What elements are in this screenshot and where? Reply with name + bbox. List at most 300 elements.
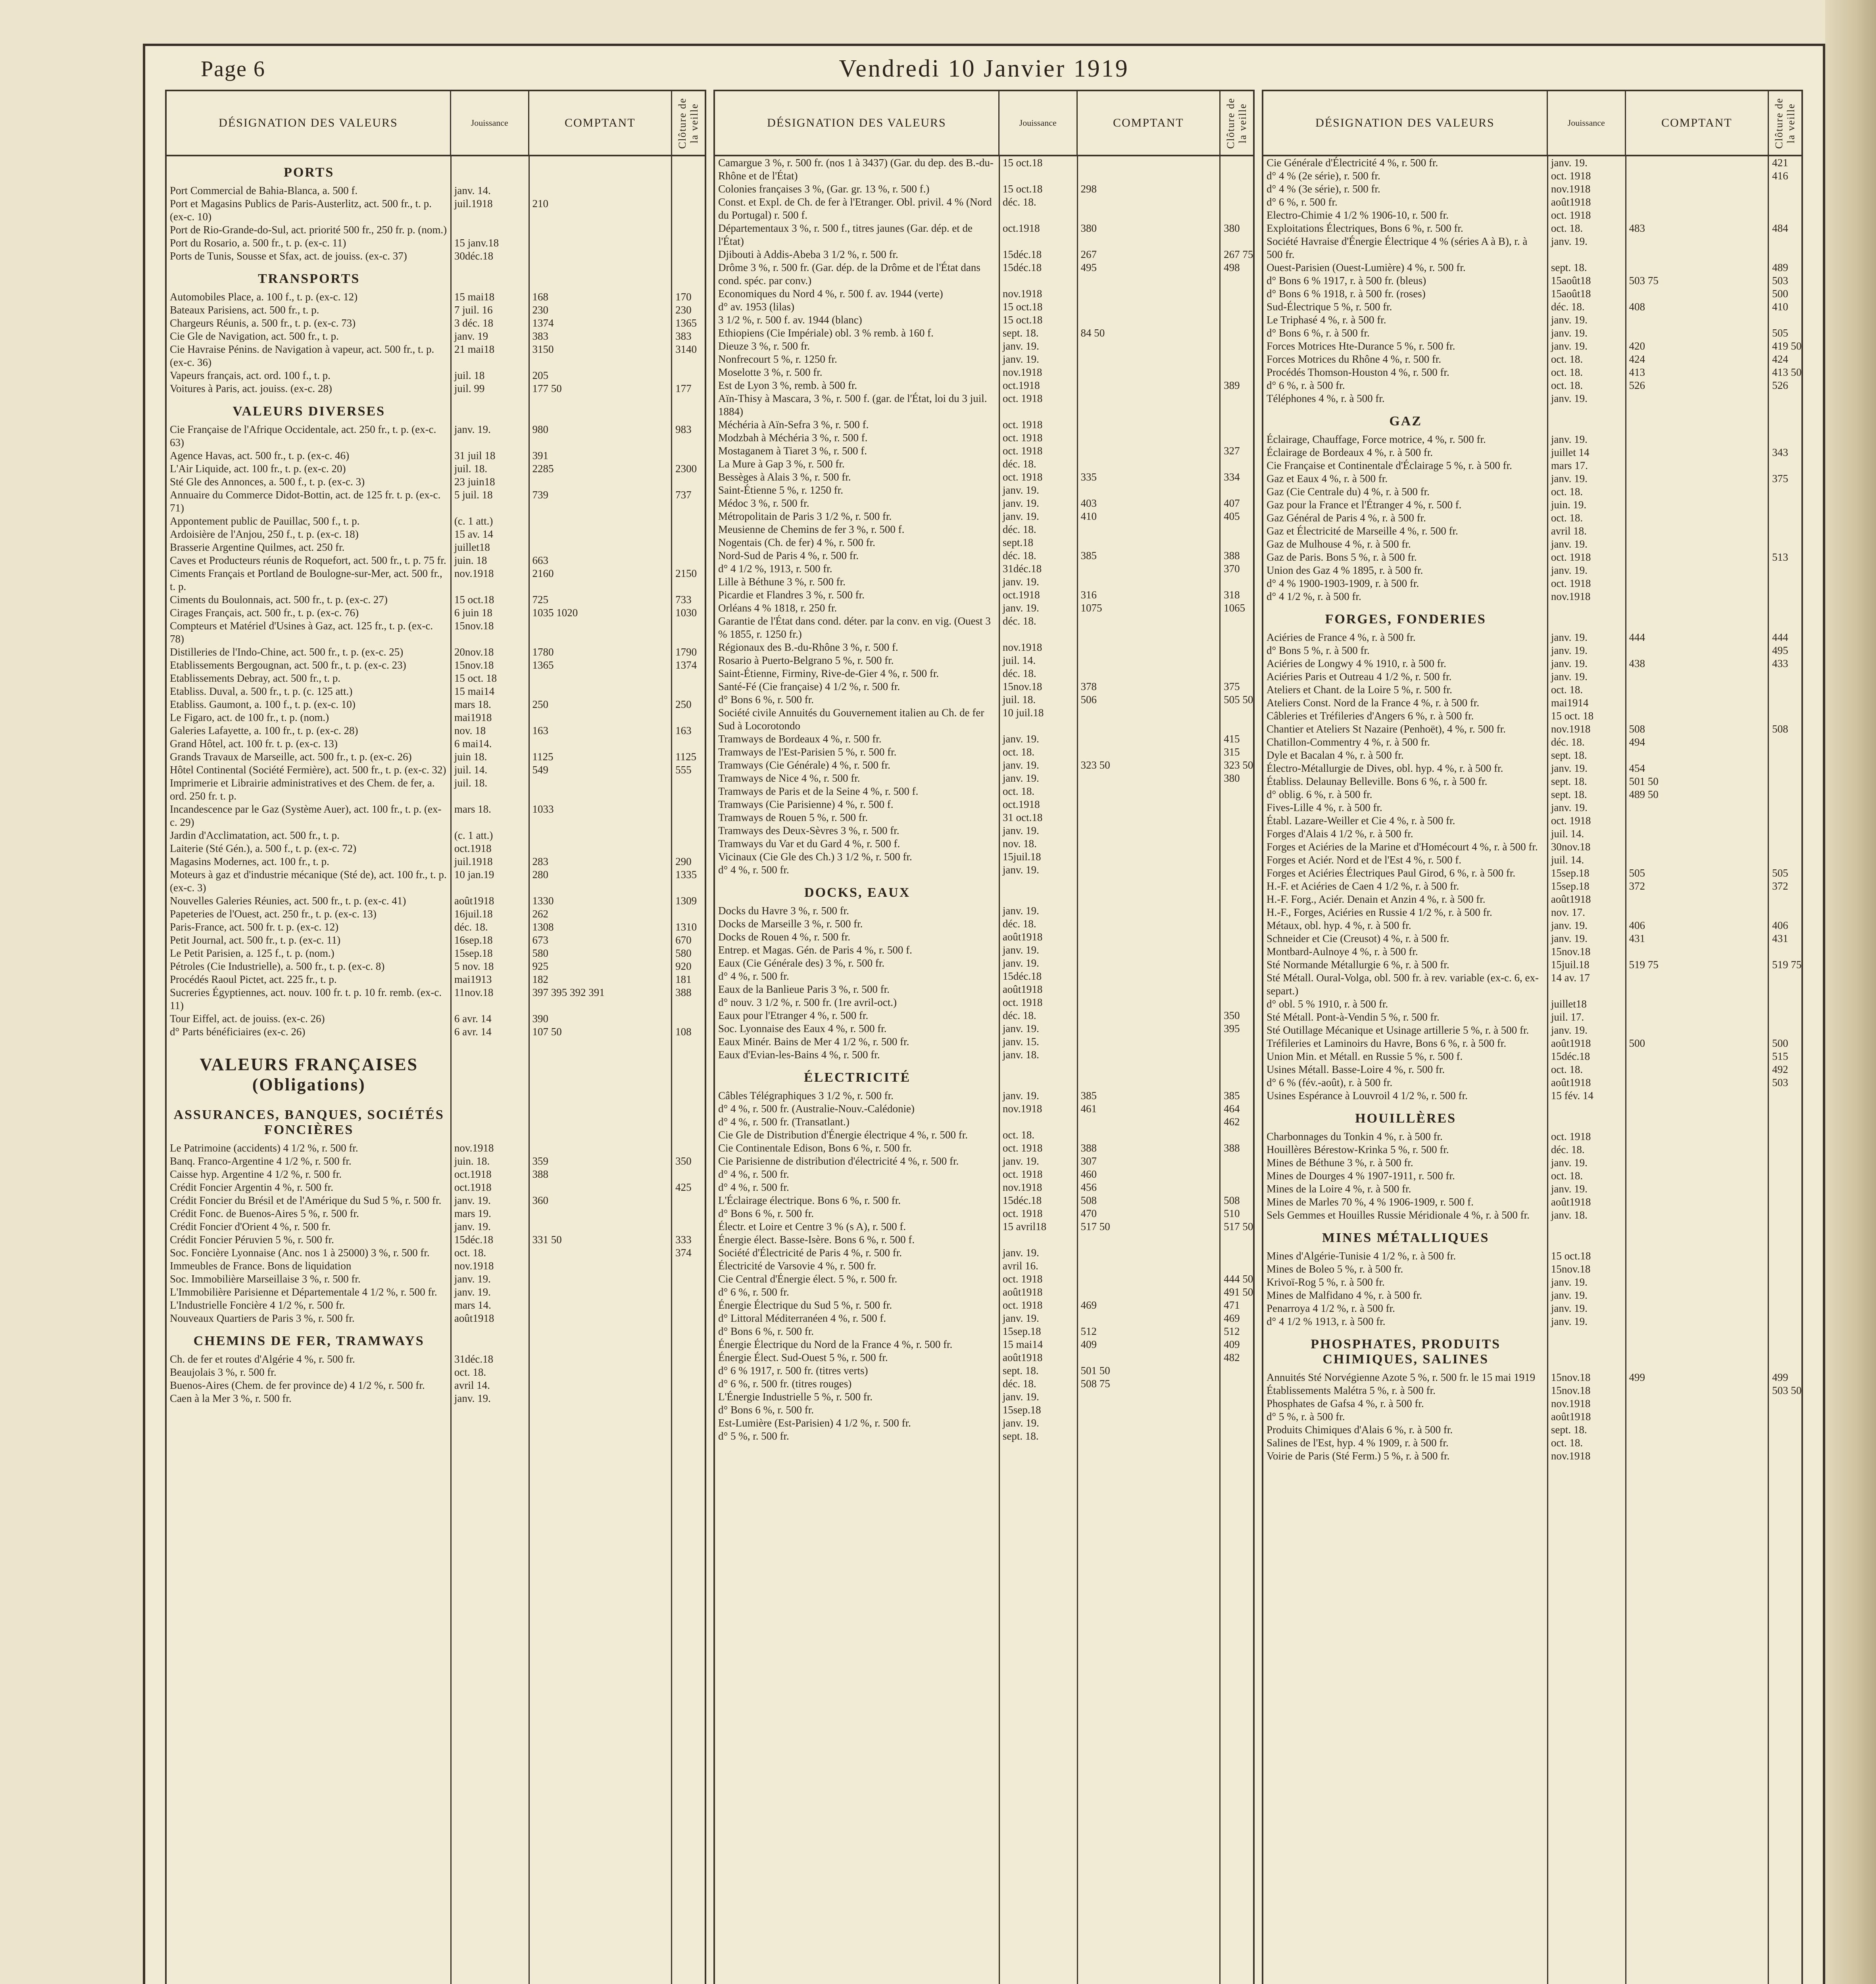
cell-name: Ouest-Parisien (Ouest-Lumière) 4 %, r. 500 fr.	[1267, 261, 1466, 273]
cell-comptant: 506	[1080, 694, 1097, 706]
table-row	[1263, 1130, 1801, 1143]
column-body	[715, 156, 1253, 1984]
cell-jou: 15nov.18	[1551, 946, 1591, 957]
cell-comptant: 331 50	[532, 1234, 562, 1246]
cell-comptant	[1078, 667, 1221, 680]
cell-comptant	[1626, 893, 1769, 906]
cell-cloture	[1221, 904, 1253, 917]
table-row	[715, 863, 1253, 877]
cell-jou: 15 oct.18	[1551, 1250, 1591, 1262]
cell-name: Saint-Étienne, Firminy, Rive-de-Gier 4 %, r. 500 fr.	[718, 667, 939, 679]
section-title: PHOSPHATES, PRODUITS CHIMIQUES, SALINES	[1311, 1337, 1501, 1367]
table-row	[1263, 222, 1801, 235]
cell-cloture	[672, 907, 705, 921]
cell-cloture	[1221, 863, 1253, 877]
cell-name: Papeteries de l'Ouest, act. 250 fr., t. p. (ex-c. 13)	[170, 908, 377, 920]
cell-name: Annuaire du Commerce Didot-Bottin, act. de 125 fr. t. p. (ex-c. 71)	[170, 489, 441, 514]
cell-cloture	[672, 685, 705, 698]
cell-jou: 15sep.18	[454, 947, 493, 959]
cell-name: Crédit Foncier d'Orient 4 %, r. 500 fr.	[170, 1221, 331, 1232]
table-row	[715, 983, 1253, 996]
cell-name: Ports de Tunis, Sousse et Sfax, act. de jouiss. (ex-c. 37)	[170, 250, 407, 262]
cell-cloture: 415	[1224, 733, 1240, 745]
cell-comptant: 410	[1080, 510, 1097, 522]
table-row	[167, 343, 705, 369]
cell-jou: mars 17.	[1551, 459, 1588, 471]
table-row	[167, 973, 705, 986]
cell-comptant: 508 75	[1080, 1378, 1110, 1390]
cell-comptant	[1626, 1182, 1769, 1196]
columns-container	[165, 90, 1803, 1984]
cell-jou: sept. 18.	[1551, 749, 1587, 761]
cell-name: Électro-Métallurgie de Dives, obl. hyp. 4 %, r. à 500 fr.	[1267, 762, 1503, 774]
cell-name: Tramways de Nice 4 %, r. 500 fr.	[718, 772, 860, 784]
cell-jou: janv. 19.	[1551, 762, 1588, 774]
cell-name: Chantier et Ateliers St Nazaire (Penhoët), 4 %, r. 500 fr.	[1267, 723, 1506, 735]
cell-cloture: 2150	[675, 567, 697, 579]
header-comptant: COMPTANT	[529, 91, 673, 155]
cell-cloture: 380	[1224, 772, 1240, 784]
cell-name: Sté Métall. Oural-Volga, obl. 500 fr. à rev. variable (ex-c. 6, ex-separt.)	[1267, 972, 1539, 997]
cell-cloture	[672, 554, 705, 567]
cell-jou: nov.1918	[1551, 723, 1591, 735]
cell-name: d° Bons 6 % 1917, r. à 500 fr. (bleus)	[1267, 275, 1426, 286]
table-row	[1263, 1436, 1801, 1450]
cell-name: d° Bons 6 %, r. 500 fr.	[718, 694, 814, 706]
cell-comptant	[1078, 340, 1221, 353]
cell-comptant: 107 50	[532, 1026, 562, 1038]
cell-comptant	[1626, 644, 1769, 657]
cell-name: d° 6 %, r. 500 fr.	[718, 1286, 789, 1298]
cell-comptant	[1626, 1156, 1769, 1169]
cell-name: Saint-Étienne 5 %, r. 1250 fr.	[718, 484, 843, 496]
cell-cloture	[1769, 788, 1801, 801]
cell-comptant: 517 50	[1080, 1221, 1110, 1232]
cell-jou	[1000, 1115, 1078, 1128]
cell-comptant	[1078, 837, 1221, 850]
cell-name: Etabliss. Duval, a. 500 fr., t. p. (c. 125 att.)	[170, 685, 353, 697]
table-row	[715, 1168, 1253, 1181]
table-row	[167, 554, 705, 567]
cell-cloture: 388	[1224, 1142, 1240, 1154]
cell-cloture: 374	[675, 1247, 692, 1259]
table-row	[167, 1142, 705, 1155]
table-row	[1263, 538, 1801, 551]
cell-jou: janv. 19.	[1551, 1183, 1588, 1195]
cell-cloture	[1221, 1259, 1253, 1273]
section-title: VALEURS DIVERSES	[233, 404, 385, 419]
cell-jou: janv. 19.	[454, 1221, 491, 1232]
cell-jou: août1918	[1551, 1196, 1591, 1208]
table-row	[1263, 906, 1801, 919]
table-row	[715, 680, 1253, 693]
cell-comptant	[1626, 1263, 1769, 1276]
cell-jou: juin. 19.	[1551, 499, 1587, 511]
cell-jou: déc. 18.	[1551, 736, 1585, 748]
cell-cloture: 424	[1772, 353, 1788, 365]
cell-comptant: 168	[532, 291, 549, 303]
table-row	[167, 1181, 705, 1194]
cell-cloture	[1221, 837, 1253, 850]
cell-cloture	[1769, 183, 1801, 196]
table-row	[715, 340, 1253, 353]
cell-jou: oct. 1918	[1002, 392, 1043, 404]
table-row	[1263, 840, 1801, 854]
cell-name: Cie Gle de Distribution d'Énergie électrique 4 %, r. 500 fr.	[718, 1129, 968, 1141]
table-row	[167, 868, 705, 894]
cell-name: Mostaganem à Tiaret 3 %, r. 500 f.	[718, 445, 867, 457]
cell-jou: 16juil.18	[454, 908, 493, 920]
table-row	[715, 746, 1253, 759]
cell-cloture	[672, 1353, 705, 1366]
cell-cloture: 327	[1224, 445, 1240, 457]
header-jouissance: Jouissance	[1548, 91, 1626, 155]
cell-jou: 15sep.18	[1002, 1325, 1041, 1337]
cell-cloture	[1769, 1263, 1801, 1276]
section-title: FORGES, FONDERIES	[1325, 612, 1486, 627]
cell-cloture	[1769, 525, 1801, 538]
cell-comptant	[1626, 1063, 1769, 1076]
cell-jou: 15déc.18	[1002, 1194, 1042, 1206]
cell-comptant: 420	[1629, 340, 1645, 352]
cell-name: Etabliss. Gaumont, a. 100 f., t. p. (ex-c. 10)	[170, 698, 356, 710]
cell-cloture: 108	[675, 1026, 692, 1038]
table-row	[715, 549, 1253, 562]
cell-cloture	[672, 1379, 705, 1392]
cell-comptant	[1078, 863, 1221, 877]
cell-jou: août1918	[1551, 1077, 1591, 1088]
cell-comptant	[1078, 444, 1221, 458]
cell-name: Est-Lumière (Est-Parisien) 4 1/2 %, r. 500 fr.	[718, 1417, 911, 1429]
header-designation: DÉSIGNATION DES VALEURS	[167, 91, 451, 155]
cell-comptant	[1078, 1048, 1221, 1061]
table-row	[715, 392, 1253, 418]
cell-name: Electro-Chimie 4 1/2 % 1906-10, r. 500 fr.	[1267, 209, 1449, 221]
cell-jou: janv. 19.	[1551, 1276, 1588, 1288]
cell-cloture	[672, 1286, 705, 1299]
table-row	[715, 484, 1253, 497]
cell-name: Docks de Rouen 4 %, r. 500 fr.	[718, 931, 850, 943]
cell-cloture	[1769, 854, 1801, 867]
cell-comptant	[1626, 459, 1769, 472]
cell-jou: 15 mai14	[1002, 1338, 1043, 1350]
cell-comptant	[1078, 484, 1221, 497]
cell-name: H.-F., Forges, Aciéries en Russie 4 1/2 %, r. à 500 fr.	[1267, 906, 1492, 918]
cell-name: Jardin d'Acclimatation, act. 500 fr., t. p.	[170, 829, 340, 841]
table-row	[1263, 1263, 1801, 1276]
table-row	[1263, 235, 1801, 261]
cell-comptant	[529, 528, 673, 541]
cell-jou: janv. 19.	[1002, 1247, 1039, 1259]
cell-name: L'Énergie Industrielle 5 %, r. 500 fr.	[718, 1391, 873, 1403]
cell-comptant	[1626, 1397, 1769, 1410]
cell-cloture: 505	[1772, 867, 1788, 879]
cell-cloture: 503	[1772, 275, 1788, 286]
cell-cloture	[1221, 484, 1253, 497]
cell-comptant	[529, 672, 673, 685]
cell-cloture	[1769, 1209, 1801, 1222]
cell-jou: 15déc.18	[1551, 1050, 1590, 1062]
cell-comptant: 397 395 392 391	[532, 986, 605, 998]
cell-jou: janv. 19.	[1002, 1155, 1039, 1167]
cell-comptant: 1780	[532, 646, 554, 658]
table-row	[167, 423, 705, 449]
cell-comptant: 456	[1080, 1181, 1097, 1193]
cell-jou: sept.18	[1002, 536, 1034, 548]
cell-jou: 15déc.18	[1002, 261, 1042, 273]
cell-name: Forges d'Alais 4 1/2 %, r. à 500 fr.	[1267, 828, 1413, 840]
cell-comptant: 444	[1629, 631, 1645, 643]
cell-comptant	[1626, 1143, 1769, 1156]
cell-cloture: 500	[1772, 1037, 1788, 1049]
table-row	[1263, 498, 1801, 511]
cell-jou: 15 oct.18	[1002, 183, 1043, 195]
table-row	[715, 654, 1253, 667]
table-row	[715, 431, 1253, 444]
table-row	[167, 737, 705, 750]
cell-name: Chargeurs Réunis, a. 500 fr., t. p. (ex-c. 73)	[170, 317, 356, 329]
cell-comptant: 359	[532, 1155, 549, 1167]
cell-name: Gaz de Mulhouse 4 %, r. à 500 fr.	[1267, 538, 1411, 550]
cell-name: Colonies françaises 3 %, (Gar. gr. 13 %, r. 500 f.)	[718, 183, 930, 195]
cell-comptant	[1078, 957, 1221, 970]
cell-comptant	[529, 711, 673, 724]
cell-jou: 15 avril18	[1002, 1221, 1047, 1232]
cell-cloture: 375	[1772, 473, 1788, 484]
cell-comptant	[1626, 577, 1769, 590]
table-row	[167, 184, 705, 197]
cell-cloture	[1221, 523, 1253, 536]
cell-comptant: 431	[1629, 932, 1645, 944]
cell-name: d° oblig. 6 %, r. à 500 fr.	[1267, 788, 1372, 800]
cell-cloture	[672, 1194, 705, 1207]
cell-cloture	[1221, 196, 1253, 222]
cell-cloture	[1221, 353, 1253, 366]
table-row	[715, 458, 1253, 471]
cell-cloture: 1310	[675, 921, 697, 933]
cell-jou: janv. 19.	[1551, 538, 1588, 550]
cell-jou: 15 oct.18	[1002, 314, 1043, 326]
cell-name: Tréfileries et Laminoirs du Havre, Bons 6 %, r. à 500 fr.	[1267, 1037, 1507, 1049]
cell-jou: août1918	[1551, 1411, 1591, 1423]
table-row	[715, 1338, 1253, 1351]
cell-cloture	[672, 449, 705, 462]
cell-comptant	[1078, 353, 1221, 366]
cell-cloture	[1769, 564, 1801, 577]
cell-cloture: 469	[1224, 1312, 1240, 1324]
cell-name: d° 5 %, r. à 500 fr.	[1267, 1411, 1345, 1423]
cell-cloture	[672, 528, 705, 541]
cell-name: Forces Motrices Hte-Durance 5 %, r. 500 fr.	[1267, 340, 1455, 352]
table-row	[1263, 801, 1801, 814]
table-row	[1263, 209, 1801, 222]
cell-cloture	[1769, 998, 1801, 1011]
table-row	[715, 1009, 1253, 1022]
table-row	[715, 379, 1253, 392]
cell-comptant	[1078, 904, 1221, 917]
cell-jou: nov.1918	[1002, 366, 1042, 378]
table-row	[715, 1390, 1253, 1403]
cell-cloture	[672, 1259, 705, 1273]
table-row	[167, 1246, 705, 1259]
cell-comptant	[1078, 930, 1221, 944]
cell-jou: juil. 18.	[454, 777, 488, 789]
cell-name: Union des Gaz 4 % 1895, r. à 500 fr.	[1267, 564, 1423, 576]
cell-comptant	[1078, 1022, 1221, 1035]
column-header	[167, 91, 705, 156]
cell-jou: janv. 19.	[1551, 235, 1588, 247]
table-row	[1263, 577, 1801, 590]
cell-cloture	[672, 1273, 705, 1286]
cell-name: Brasserie Argentine Quilmes, act. 250 fr.	[170, 541, 345, 553]
cell-comptant	[1078, 746, 1221, 759]
cell-name: d° av. 1953 (lilas)	[718, 301, 795, 313]
cell-cloture: 250	[675, 698, 692, 710]
table-row	[167, 1299, 705, 1312]
cell-jou: mars 18.	[454, 803, 491, 815]
cell-cloture: 163	[675, 725, 692, 736]
table-row	[1263, 196, 1801, 209]
cell-comptant	[1626, 156, 1769, 169]
cell-cloture: 389	[1224, 379, 1240, 391]
table-row	[1263, 1450, 1801, 1463]
cell-comptant: 549	[532, 764, 549, 776]
cell-jou: sept. 18.	[1551, 261, 1587, 273]
table-row	[1263, 1156, 1801, 1169]
table-row	[167, 1259, 705, 1273]
cell-jou: oct. 1918	[1002, 996, 1043, 1008]
cell-cloture: 343	[1772, 446, 1788, 458]
header-cloture: Clôture de la veille	[1225, 97, 1249, 149]
cell-jou: janv. 19.	[1551, 919, 1588, 931]
table-row	[715, 248, 1253, 261]
table-row	[1263, 300, 1801, 313]
cell-cloture: 462	[1224, 1116, 1240, 1128]
table-row	[1263, 446, 1801, 459]
table-row	[167, 921, 705, 934]
cell-jou: 6 juin 18	[454, 607, 492, 619]
cell-cloture	[1221, 1417, 1253, 1430]
cell-cloture	[1221, 641, 1253, 654]
cell-name: Mines de Dourges 4 % 1907-1911, r. 500 fr.	[1267, 1170, 1455, 1182]
cell-name: Hôtel Continental (Société Fermière), act. 500 fr., t. p. (ex-c. 32)	[170, 764, 446, 776]
cell-name: Gaz et Électricité de Marseille 4 %, r. 500 fr.	[1267, 525, 1458, 537]
cell-jou: 15déc.18	[1002, 248, 1042, 260]
table-row	[1263, 709, 1801, 723]
cell-name: Tramways de Rouen 5 %, r. 500 fr.	[718, 811, 868, 823]
cell-name: Immeubles de France. Bons de liquidation	[170, 1260, 352, 1272]
cell-name: Câbles Télégraphiques 3 1/2 %, r. 500 fr.	[718, 1090, 894, 1102]
table-row	[715, 471, 1253, 484]
table-row	[1263, 932, 1801, 945]
cell-name: L'Éclairage électrique. Bons 6 %, r. 500 fr.	[718, 1194, 901, 1206]
table-row	[715, 1286, 1253, 1299]
cell-jou: janv. 19.	[1551, 671, 1588, 682]
cell-cloture	[1769, 683, 1801, 696]
cell-comptant: 408	[1629, 301, 1645, 313]
cell-cloture	[1221, 327, 1253, 340]
table-row	[167, 1273, 705, 1286]
table-row	[715, 287, 1253, 300]
cell-comptant	[529, 1286, 673, 1299]
table-row	[167, 763, 705, 777]
cell-jou: oct.1918	[1002, 222, 1040, 234]
cell-comptant	[1078, 706, 1221, 732]
cell-cloture	[1221, 983, 1253, 996]
cell-comptant	[1078, 1233, 1221, 1246]
cell-cloture: 503	[1772, 1077, 1788, 1088]
cell-name: Imprimerie et Librairie administratives et des Chem. de fer, a. ord. 250 fr. t. p.	[170, 777, 435, 802]
cell-cloture: 3140	[675, 343, 697, 355]
table-row	[167, 567, 705, 593]
table-row	[715, 811, 1253, 824]
table-row	[715, 1115, 1253, 1128]
cell-comptant	[1626, 1384, 1769, 1397]
cell-name: Sté Normande Métallurgie 6 %, r. à 500 fr.	[1267, 959, 1449, 971]
cell-jou: 3 déc. 18	[454, 317, 494, 329]
cell-cloture	[1769, 827, 1801, 840]
column-3	[1262, 90, 1803, 1984]
cell-jou: mars 18.	[454, 698, 491, 710]
cell-comptant	[1078, 850, 1221, 863]
cell-name: d° 6 % 1917, r. 500 fr. (titres verts)	[718, 1365, 868, 1376]
cell-name: Société civile Annuités du Gouvernement italien au Ch. de fer Sud à Locorotondo	[718, 707, 984, 732]
cell-jou: sept. 18.	[1002, 1430, 1039, 1442]
cell-name: Fives-Lille 4 %, r. à 500 fr.	[1267, 802, 1382, 813]
cell-cloture	[1221, 1181, 1253, 1194]
cell-cloture	[1769, 1250, 1801, 1263]
table-row	[1263, 919, 1801, 932]
table-row	[715, 222, 1253, 248]
cell-name: Procédés Thomson-Houston 4 %, r. 500 fr.	[1267, 366, 1449, 378]
cell-comptant	[529, 829, 673, 842]
table-row	[167, 541, 705, 554]
cell-jou: juil.1918	[454, 856, 493, 867]
cell-cloture: 318	[1224, 589, 1240, 601]
cell-comptant	[1078, 970, 1221, 983]
cell-name: Crédit Foncier du Brésil et de l'Amérique du Sud 5 %, r. 500 fr.	[170, 1194, 442, 1206]
cell-comptant	[529, 1246, 673, 1259]
cell-name: Forges et Aciéries Électriques Paul Girod, 6 %, r. à 500 fr.	[1267, 867, 1516, 879]
table-row	[167, 304, 705, 317]
header-designation: DÉSIGNATION DES VALEURS	[715, 91, 1000, 155]
table-row	[715, 1273, 1253, 1286]
cell-jou: oct. 1918	[1551, 1130, 1591, 1142]
cell-cloture	[1769, 945, 1801, 958]
cell-jou: janv. 19.	[1002, 1312, 1039, 1324]
cell-cloture	[1221, 706, 1253, 732]
table-row	[1263, 156, 1801, 169]
cell-jou: août1918	[1551, 893, 1591, 905]
section-title: MINES MÉTALLIQUES	[1322, 1230, 1490, 1245]
cell-jou: nov.1918	[1551, 1398, 1591, 1409]
cell-name: L'Industrielle Foncière 4 1/2 %, r. 500 fr.	[170, 1299, 345, 1311]
cell-name: Paris-France, act. 500 fr. t. p. (ex-c. 12)	[170, 921, 339, 933]
cell-cloture	[1769, 498, 1801, 511]
cell-jou: oct. 1918	[1551, 577, 1591, 589]
table-row	[167, 449, 705, 462]
table-row	[715, 1259, 1253, 1273]
cell-name: Cie Parisienne de distribution d'électricité 4 %, r. 500 fr.	[718, 1155, 959, 1167]
cell-jou: nov.1918	[1002, 1181, 1042, 1193]
cell-comptant: 391	[532, 450, 549, 461]
cell-comptant	[529, 1207, 673, 1220]
cell-jou: 11nov.18	[454, 986, 494, 998]
cell-jou: oct. 1918	[1002, 432, 1043, 444]
cell-comptant	[1078, 772, 1221, 785]
cell-comptant: 323 50	[1080, 759, 1110, 771]
cell-cloture	[1769, 538, 1801, 551]
